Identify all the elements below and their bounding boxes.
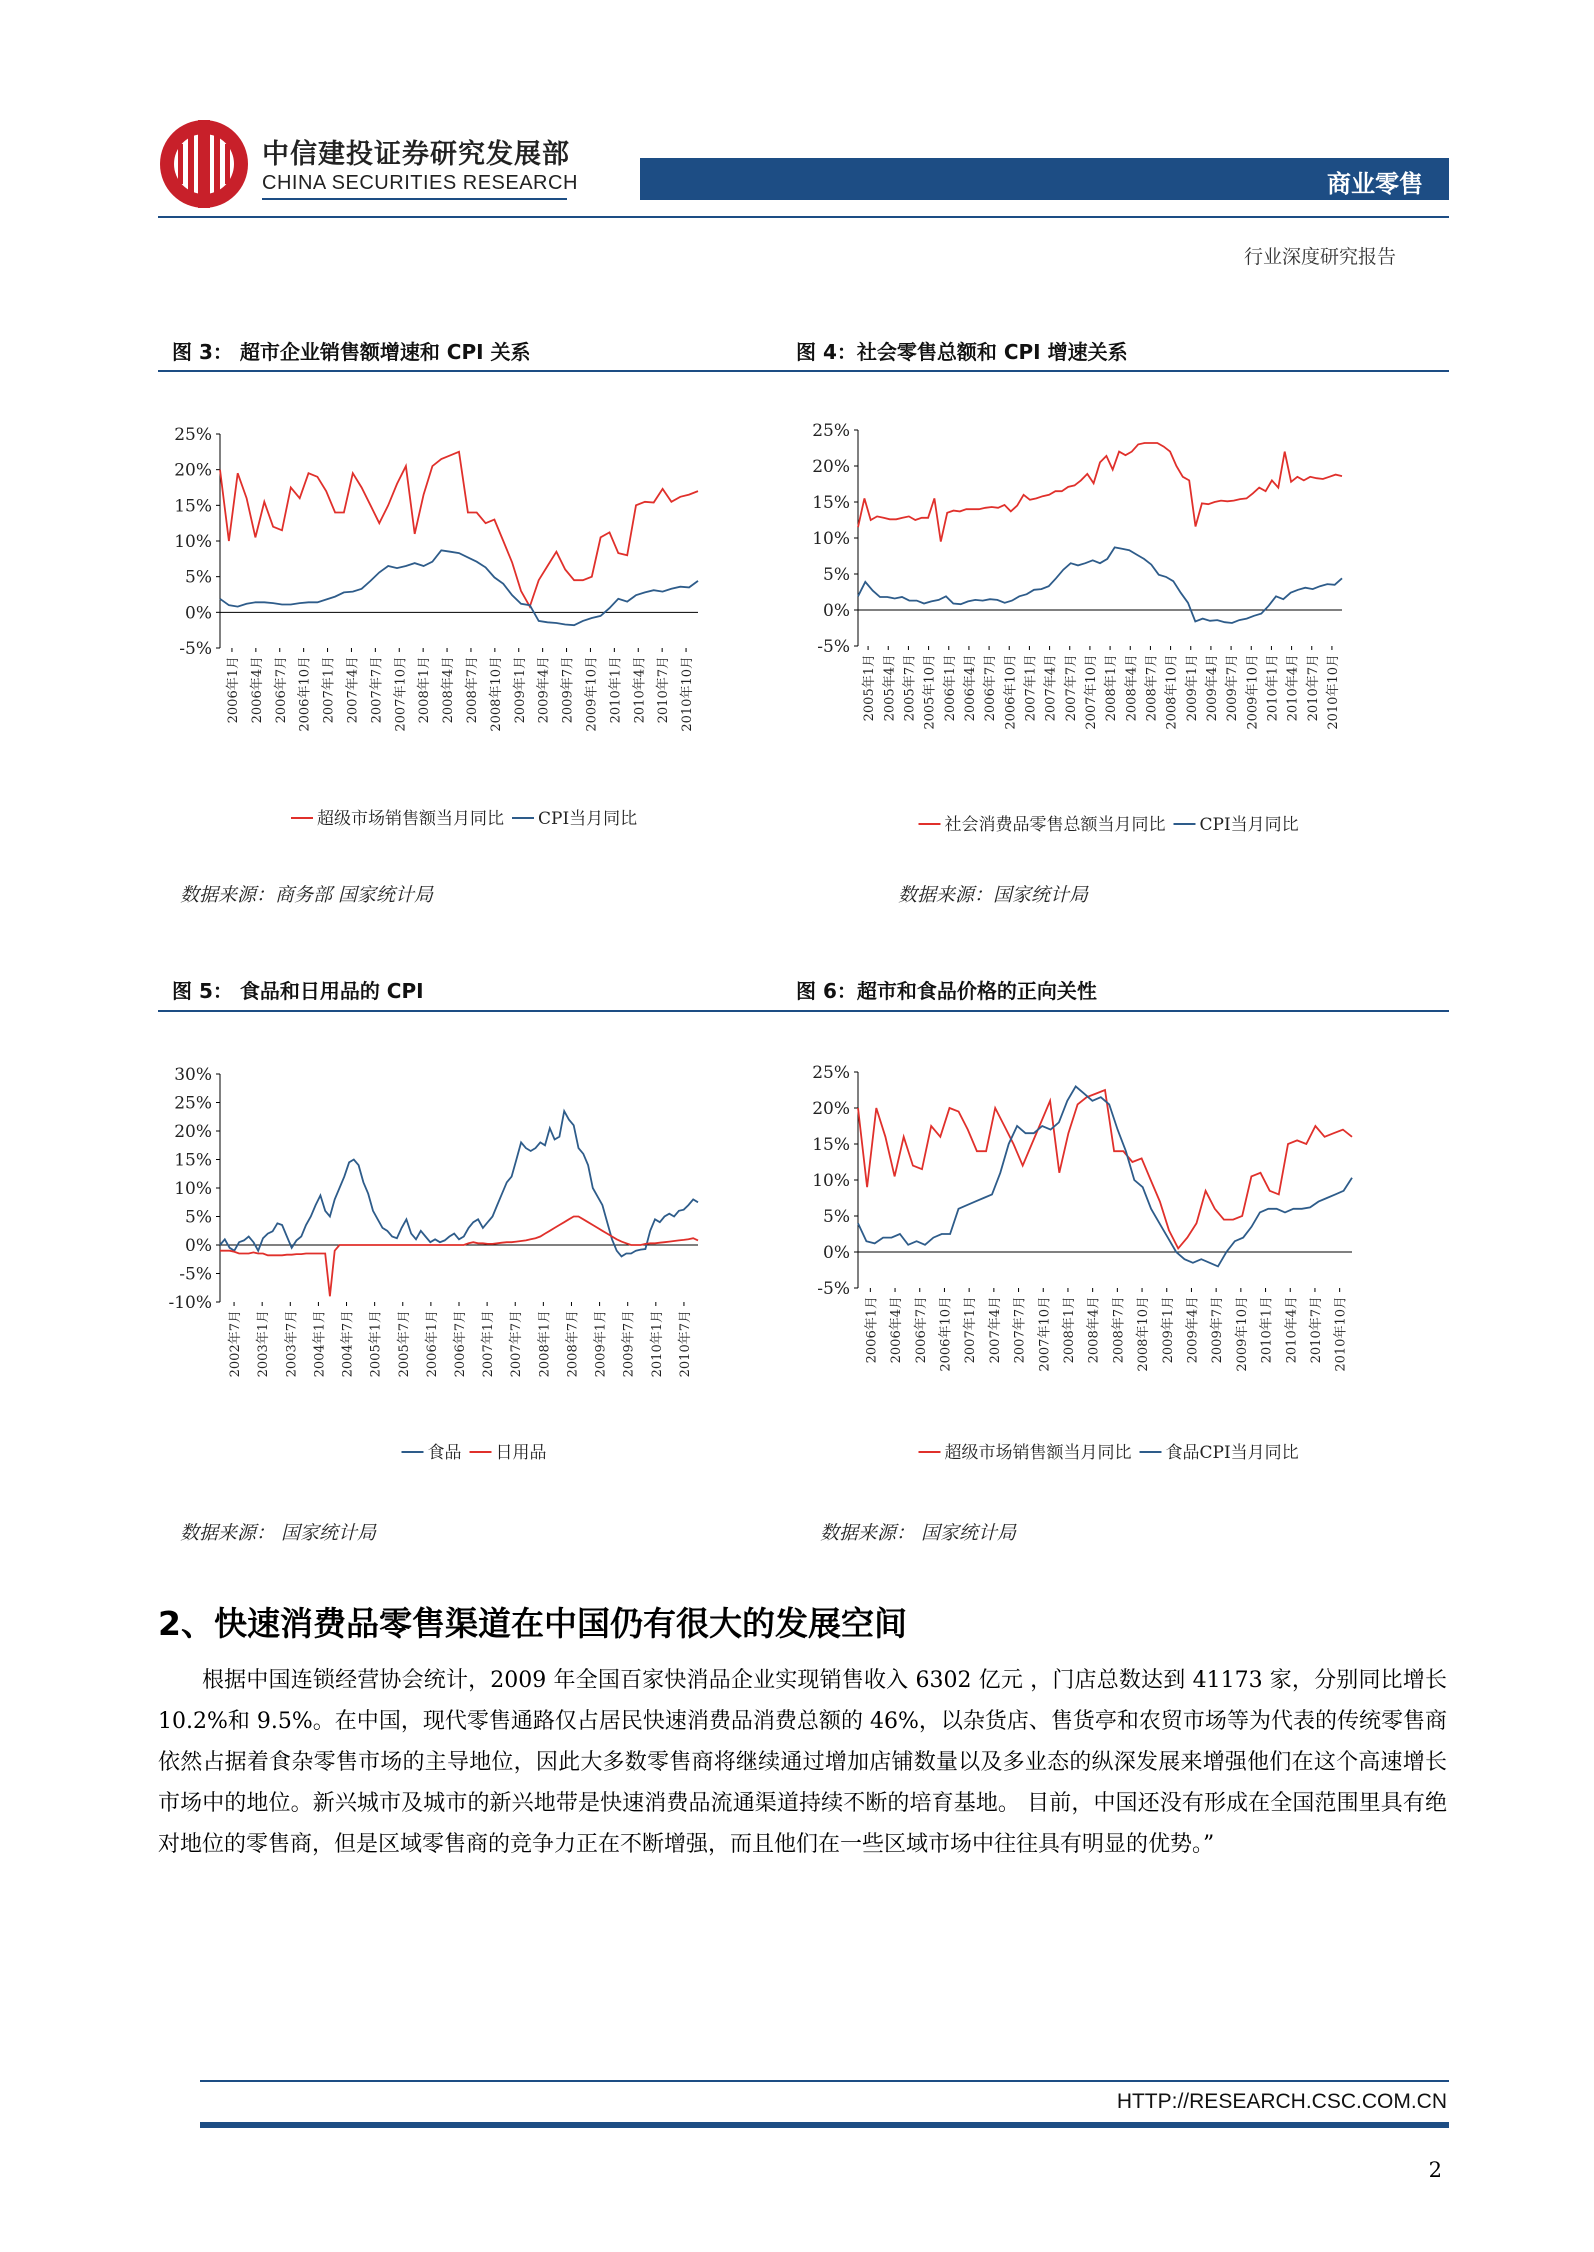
x-tick-label: 2008年7月 xyxy=(464,656,480,724)
x-tick-label: 2003年1月 xyxy=(256,1310,272,1378)
x-tick-label: 2007年10月 xyxy=(1037,1296,1053,1372)
x-tick-label-group xyxy=(1325,654,1341,730)
series-line-1 xyxy=(220,1111,698,1256)
x-tick-label-group xyxy=(1143,654,1159,721)
series-line-2 xyxy=(220,550,698,625)
x-tick-label-group xyxy=(583,656,599,732)
x-tick-label: 2005年4月 xyxy=(882,654,898,722)
x-tick-label: 2009年7月 xyxy=(1225,654,1241,722)
x-tick-label-group xyxy=(962,654,978,721)
y-tick-label: 25% xyxy=(812,1063,850,1083)
x-tick-label-group xyxy=(311,1310,327,1377)
x-tick-label: 2006年10月 xyxy=(938,1296,954,1372)
y-tick-label: 10% xyxy=(812,529,850,549)
legend-label: 超级市场销售额当月同比 xyxy=(317,809,504,829)
x-tick-label: 2005年7月 xyxy=(396,1310,412,1378)
x-tick-label: 2007年1月 xyxy=(963,1296,979,1364)
x-tick-label-group xyxy=(344,656,360,723)
x-tick-label: 2006年10月 xyxy=(297,656,313,732)
x-tick-label: 2009年10月 xyxy=(584,656,600,732)
x-tick-label: 2007年10月 xyxy=(1083,654,1099,730)
x-tick-label-group xyxy=(861,654,877,721)
x-tick-label: 2008年1月 xyxy=(1061,1296,1077,1364)
series-line-2 xyxy=(220,1217,698,1297)
x-tick-label: 2006年1月 xyxy=(424,1310,440,1378)
x-tick-label: 2007年7月 xyxy=(1012,1296,1028,1364)
x-tick-label-group xyxy=(1333,1296,1349,1372)
figure-6-source: 数据来源： 国家统计局 xyxy=(820,1522,1017,1544)
x-tick-label-group xyxy=(962,1296,978,1363)
x-tick-label-group xyxy=(655,656,671,723)
y-tick-label: -5% xyxy=(817,637,850,657)
figure-4-source: 数据来源：国家统计局 xyxy=(898,884,1089,906)
y-tick-label: 20% xyxy=(812,1099,850,1119)
x-tick-label-group xyxy=(649,1310,665,1377)
x-tick-label: 2010年10月 xyxy=(1325,654,1341,730)
x-tick-label-group xyxy=(508,1310,524,1377)
figure-5-chart xyxy=(158,1060,798,1490)
y-tick-label: 5% xyxy=(823,1207,850,1227)
x-tick-label-group xyxy=(677,1310,693,1377)
legend-label: 食品CPI当月同比 xyxy=(1165,1443,1299,1463)
x-tick-label: 2008年10月 xyxy=(488,656,504,732)
x-tick-label: 2010年1月 xyxy=(1265,654,1281,722)
x-tick-label: 2009年10月 xyxy=(1245,654,1261,730)
x-tick-label-group xyxy=(1264,654,1280,721)
figure-6-title: 图 6：超市和食品价格的正向关性 xyxy=(796,979,1097,1003)
x-tick-label-group xyxy=(1308,1296,1324,1363)
x-tick-label: 2009年4月 xyxy=(1185,1296,1201,1364)
x-tick-label: 2010年1月 xyxy=(608,656,624,724)
x-tick-label-group xyxy=(863,1296,879,1363)
x-tick-label-group xyxy=(1184,654,1200,721)
x-tick-label-group xyxy=(227,1310,243,1377)
legend xyxy=(402,1443,547,1463)
x-tick-label-group xyxy=(440,656,456,723)
x-tick-label-group xyxy=(1234,1296,1250,1372)
x-tick-label-group xyxy=(297,656,313,732)
x-tick-label: 2008年7月 xyxy=(1144,654,1160,722)
x-tick-label: 2009年4月 xyxy=(536,656,552,724)
y-tick-label: 15% xyxy=(174,1150,212,1171)
x-tick-label: 2010年10月 xyxy=(680,656,696,732)
x-tick-label: 2007年1月 xyxy=(481,1310,497,1378)
legend-label: 日用品 xyxy=(495,1443,547,1463)
x-tick-label: 2010年4月 xyxy=(1285,654,1301,722)
figure-5-rule xyxy=(158,1010,798,1012)
x-tick-label: 2006年1月 xyxy=(942,654,958,722)
x-tick-label: 2002年7月 xyxy=(228,1310,244,1378)
x-tick-label: 2008年10月 xyxy=(1164,654,1180,730)
y-tick-label: 15% xyxy=(812,1135,850,1155)
series-line-2 xyxy=(858,1086,1352,1266)
y-tick-label: 25% xyxy=(812,421,850,441)
y-tick-label: -5% xyxy=(179,639,212,659)
x-tick-label-group xyxy=(1209,1296,1225,1363)
footer-divider xyxy=(200,2080,1449,2082)
x-tick-label: 2006年1月 xyxy=(225,656,241,724)
x-tick-label-group xyxy=(922,654,938,730)
x-tick-label: 2003年7月 xyxy=(284,1310,300,1378)
x-tick-label: 2006年4月 xyxy=(249,656,265,724)
x-tick-label: 2009年1月 xyxy=(593,1310,609,1378)
org-underline xyxy=(262,198,567,200)
figure-5-source: 数据来源： 国家统计局 xyxy=(180,1522,377,1544)
header-divider xyxy=(158,216,1449,218)
legend xyxy=(919,1442,1299,1463)
y-tick-label: 5% xyxy=(823,565,850,585)
x-tick-label-group xyxy=(368,1310,384,1377)
x-tick-label-group xyxy=(881,654,897,721)
legend-label: CPI当月同比 xyxy=(1199,815,1299,835)
x-tick-label-group xyxy=(1164,654,1180,730)
y-tick-label: 10% xyxy=(812,1171,850,1191)
x-tick-label-group xyxy=(283,1310,299,1377)
x-tick-label: 2007年4月 xyxy=(345,656,361,724)
x-tick-label: 2007年7月 xyxy=(509,1310,525,1378)
x-tick-label-group xyxy=(942,654,958,721)
x-tick-label-group xyxy=(937,1296,953,1372)
y-tick-label: 20% xyxy=(812,457,850,477)
x-tick-label: 2006年7月 xyxy=(983,654,999,722)
figure-3-source: 数据来源：商务部 国家统计局 xyxy=(180,884,434,906)
sector-banner xyxy=(640,158,1449,200)
x-tick-label-group xyxy=(1259,1296,1275,1363)
y-tick-label: 25% xyxy=(174,425,212,445)
legend-label: 超级市场销售额当月同比 xyxy=(944,1443,1132,1463)
page-number: 2 xyxy=(1428,2158,1442,2182)
x-tick-label: 2008年1月 xyxy=(537,1310,553,1378)
x-tick-label: 2006年7月 xyxy=(273,656,289,724)
y-tick-label: -10% xyxy=(168,1293,212,1313)
x-tick-label: 2009年7月 xyxy=(560,656,576,724)
x-tick-label: 2006年1月 xyxy=(864,1296,880,1364)
x-tick-label: 2005年1月 xyxy=(368,1310,384,1378)
x-tick-label: 2005年7月 xyxy=(902,654,918,722)
legend-label: CPI当月同比 xyxy=(538,809,638,829)
legend-label: 食品 xyxy=(427,1443,462,1463)
x-tick-label-group xyxy=(1283,1296,1299,1363)
x-tick-label: 2005年1月 xyxy=(862,654,878,722)
org-name-cn: 中信建投证券研究发展部 xyxy=(262,139,570,170)
x-tick-label: 2009年7月 xyxy=(621,1310,637,1378)
x-tick-label-group xyxy=(464,656,480,723)
x-tick-label: 2006年4月 xyxy=(962,654,978,722)
x-tick-label-group xyxy=(560,656,576,723)
y-tick-label: 10% xyxy=(174,532,212,552)
y-tick-label: 0% xyxy=(185,1236,212,1256)
y-tick-label: 20% xyxy=(174,460,212,481)
x-tick-label-group xyxy=(225,656,241,723)
x-tick-label-group xyxy=(1135,1296,1151,1372)
x-tick-label: 2009年1月 xyxy=(1160,1296,1176,1364)
x-tick-label: 2009年10月 xyxy=(1234,1296,1250,1372)
section-body: 根据中国连锁经营协会统计，2009 年全国百家快消品企业实现销售收入 6302 亿元 ，门店总数达到 41173 家，分别同比增长 10.2%和 9.5%。在中国，现代零售通路仅占居民快速消费品消费总额的 46%，以杂货店、售货亭和农贸市场等为代表的传统零售商依然占据着食杂零售市场的主导地位，因此大多数零售商将继续通过增加店铺数量以及多业态的纵深发展来增强他们在这个高速增长市场中的地位。新兴城市及城市的新兴地带是快速消费品流通渠道持续不断的培育基地。 目前，中国还没有形成在全国范围里具有绝对地位的零售商，但是区域零售商的竞争力正在不断增强，而且他们在一些区域市场中往往具有明显的优势。” xyxy=(158,1668,1447,1857)
x-tick-label: 2007年7月 xyxy=(369,656,385,724)
x-tick-label: 2010年7月 xyxy=(1305,654,1321,722)
x-tick-label: 2010年1月 xyxy=(1259,1296,1275,1364)
x-tick-label-group xyxy=(1123,654,1139,721)
figure-3-rule xyxy=(158,370,798,372)
x-tick-label: 2010年7月 xyxy=(677,1310,693,1378)
x-tick-label: 2007年1月 xyxy=(321,656,337,724)
x-tick-label: 2006年4月 xyxy=(889,1296,905,1364)
x-tick-label-group xyxy=(340,1310,356,1377)
x-tick-label: 2008年4月 xyxy=(1086,1296,1102,1364)
x-tick-label: 2009年7月 xyxy=(1210,1296,1226,1364)
x-tick-label-group xyxy=(1305,654,1321,721)
x-tick-label: 2006年10月 xyxy=(1003,654,1019,730)
x-tick-label: 2007年10月 xyxy=(393,656,409,732)
x-tick-label-group xyxy=(488,656,504,732)
figure-4-chart xyxy=(796,418,1449,858)
x-tick-label-group xyxy=(913,1296,929,1363)
series-line-2 xyxy=(858,547,1342,623)
x-tick-label-group xyxy=(901,654,917,721)
x-tick-label: 2008年7月 xyxy=(565,1310,581,1378)
x-tick-label-group xyxy=(424,1310,440,1377)
x-tick-label-group xyxy=(1002,654,1018,730)
x-tick-label-group xyxy=(1160,1296,1176,1363)
report-type: 行业深度研究报告 xyxy=(1243,246,1396,268)
x-tick-label-group xyxy=(273,656,289,723)
figure-6-rule xyxy=(796,1010,1449,1012)
figure-3-chart xyxy=(158,420,798,860)
y-tick-label: 5% xyxy=(185,567,212,588)
csc-logo-icon xyxy=(158,118,250,210)
org-name-en: CHINA SECURITIES RESEARCH xyxy=(262,172,578,194)
y-tick-label: -5% xyxy=(179,1264,212,1285)
x-tick-label-group xyxy=(564,1310,580,1377)
x-tick-label: 2006年7月 xyxy=(913,1296,929,1364)
x-tick-label-group xyxy=(536,656,552,723)
x-tick-label-group xyxy=(1184,1296,1200,1363)
figure-4-rule xyxy=(796,370,1449,372)
y-tick-label: 10% xyxy=(174,1179,212,1199)
x-tick-label-group xyxy=(1110,1296,1126,1363)
x-tick-label-group xyxy=(607,656,623,723)
x-tick-label-group xyxy=(396,1310,412,1377)
footer-bar xyxy=(200,2122,1449,2128)
footer-url: HTTP://RESEARCH.CSC.COM.CN xyxy=(1116,2090,1447,2113)
x-tick-label-group xyxy=(621,1310,637,1377)
series-line-1 xyxy=(858,1090,1352,1248)
x-tick-label-group xyxy=(368,656,384,723)
x-tick-label: 2004年1月 xyxy=(312,1310,328,1378)
x-tick-label: 2010年4月 xyxy=(632,656,648,724)
x-tick-label: 2010年7月 xyxy=(656,656,672,724)
x-tick-label-group xyxy=(1061,1296,1077,1363)
x-tick-label-group xyxy=(1043,654,1059,721)
y-tick-label: 15% xyxy=(174,496,212,517)
x-tick-label: 2007年4月 xyxy=(987,1296,1003,1364)
figure-3-title: 图 3： 超市企业销售额增速和 CPI 关系 xyxy=(172,340,531,364)
x-tick-label: 2010年10月 xyxy=(1333,1296,1349,1372)
x-tick-label: 2010年4月 xyxy=(1284,1296,1300,1364)
x-tick-label-group xyxy=(416,656,432,723)
y-tick-label: 20% xyxy=(174,1122,212,1142)
y-tick-label: 0% xyxy=(185,603,212,624)
x-tick-label: 2007年1月 xyxy=(1023,654,1039,722)
x-tick-label-group xyxy=(1086,1296,1102,1363)
y-tick-label: 25% xyxy=(174,1093,212,1114)
x-tick-label-group xyxy=(1063,654,1079,721)
x-tick-label-group xyxy=(255,1310,271,1377)
x-tick-label-group xyxy=(888,1296,904,1363)
x-tick-label-group xyxy=(1224,654,1240,721)
x-tick-label-group xyxy=(631,656,647,723)
x-tick-label-group xyxy=(452,1310,468,1377)
legend xyxy=(919,815,1299,835)
figure-6-chart xyxy=(796,1060,1449,1490)
sector-label: 商业零售 xyxy=(1327,170,1423,198)
x-tick-label: 2008年1月 xyxy=(417,656,433,724)
y-tick-label: 5% xyxy=(185,1207,212,1228)
x-tick-label-group xyxy=(1036,1296,1052,1372)
legend xyxy=(291,808,637,829)
x-tick-label-group xyxy=(1083,654,1099,730)
figure-5-title: 图 5： 食品和日用品的 CPI xyxy=(172,979,424,1003)
y-tick-label: 0% xyxy=(823,601,850,621)
x-tick-label-group xyxy=(982,654,998,721)
y-tick-label: -5% xyxy=(817,1279,850,1299)
x-tick-label: 2007年7月 xyxy=(1063,654,1079,722)
legend-label: 社会消费品零售总额当月同比 xyxy=(944,815,1166,835)
x-tick-label-group xyxy=(1204,654,1220,721)
y-tick-label: 15% xyxy=(812,493,850,513)
x-tick-label-group xyxy=(593,1310,609,1377)
y-tick-label: 30% xyxy=(174,1065,212,1085)
x-tick-label: 2006年7月 xyxy=(453,1310,468,1378)
x-tick-label-group xyxy=(1285,654,1301,721)
x-tick-label-group xyxy=(1012,1296,1028,1363)
x-tick-label: 2007年4月 xyxy=(1043,654,1059,722)
x-tick-label-group xyxy=(392,656,408,732)
figure-4-title: 图 4：社会零售总额和 CPI 增速关系 xyxy=(796,340,1128,364)
x-tick-label: 2005年10月 xyxy=(922,654,938,730)
x-tick-label: 2008年1月 xyxy=(1104,654,1120,722)
x-tick-label: 2008年4月 xyxy=(441,656,457,724)
x-tick-label-group xyxy=(1244,654,1260,730)
x-tick-label-group xyxy=(987,1296,1003,1363)
x-tick-label-group xyxy=(679,656,695,732)
x-tick-label: 2010年1月 xyxy=(649,1310,665,1378)
x-tick-label-group xyxy=(1103,654,1119,721)
x-tick-label: 2008年4月 xyxy=(1124,654,1140,722)
x-tick-label-group xyxy=(1022,654,1038,721)
x-tick-label-group xyxy=(321,656,337,723)
x-tick-label: 2009年1月 xyxy=(512,656,528,724)
x-tick-label: 2008年7月 xyxy=(1111,1296,1127,1364)
x-tick-label: 2009年4月 xyxy=(1204,654,1220,722)
x-tick-label-group xyxy=(480,1310,496,1377)
x-tick-label: 2004年7月 xyxy=(340,1310,356,1378)
section-title: 2、快速消费品零售渠道在中国仍有很大的发展空间 xyxy=(158,1604,907,1643)
series-line-1 xyxy=(220,452,698,607)
y-tick-label: 0% xyxy=(823,1243,850,1263)
series-line-1 xyxy=(858,443,1342,542)
x-tick-label-group xyxy=(536,1310,552,1377)
x-tick-label-group xyxy=(512,656,528,723)
x-tick-label: 2010年7月 xyxy=(1308,1296,1324,1364)
x-tick-label: 2009年1月 xyxy=(1184,654,1200,722)
x-tick-label: 2008年10月 xyxy=(1136,1296,1152,1372)
x-tick-label-group xyxy=(249,656,265,723)
